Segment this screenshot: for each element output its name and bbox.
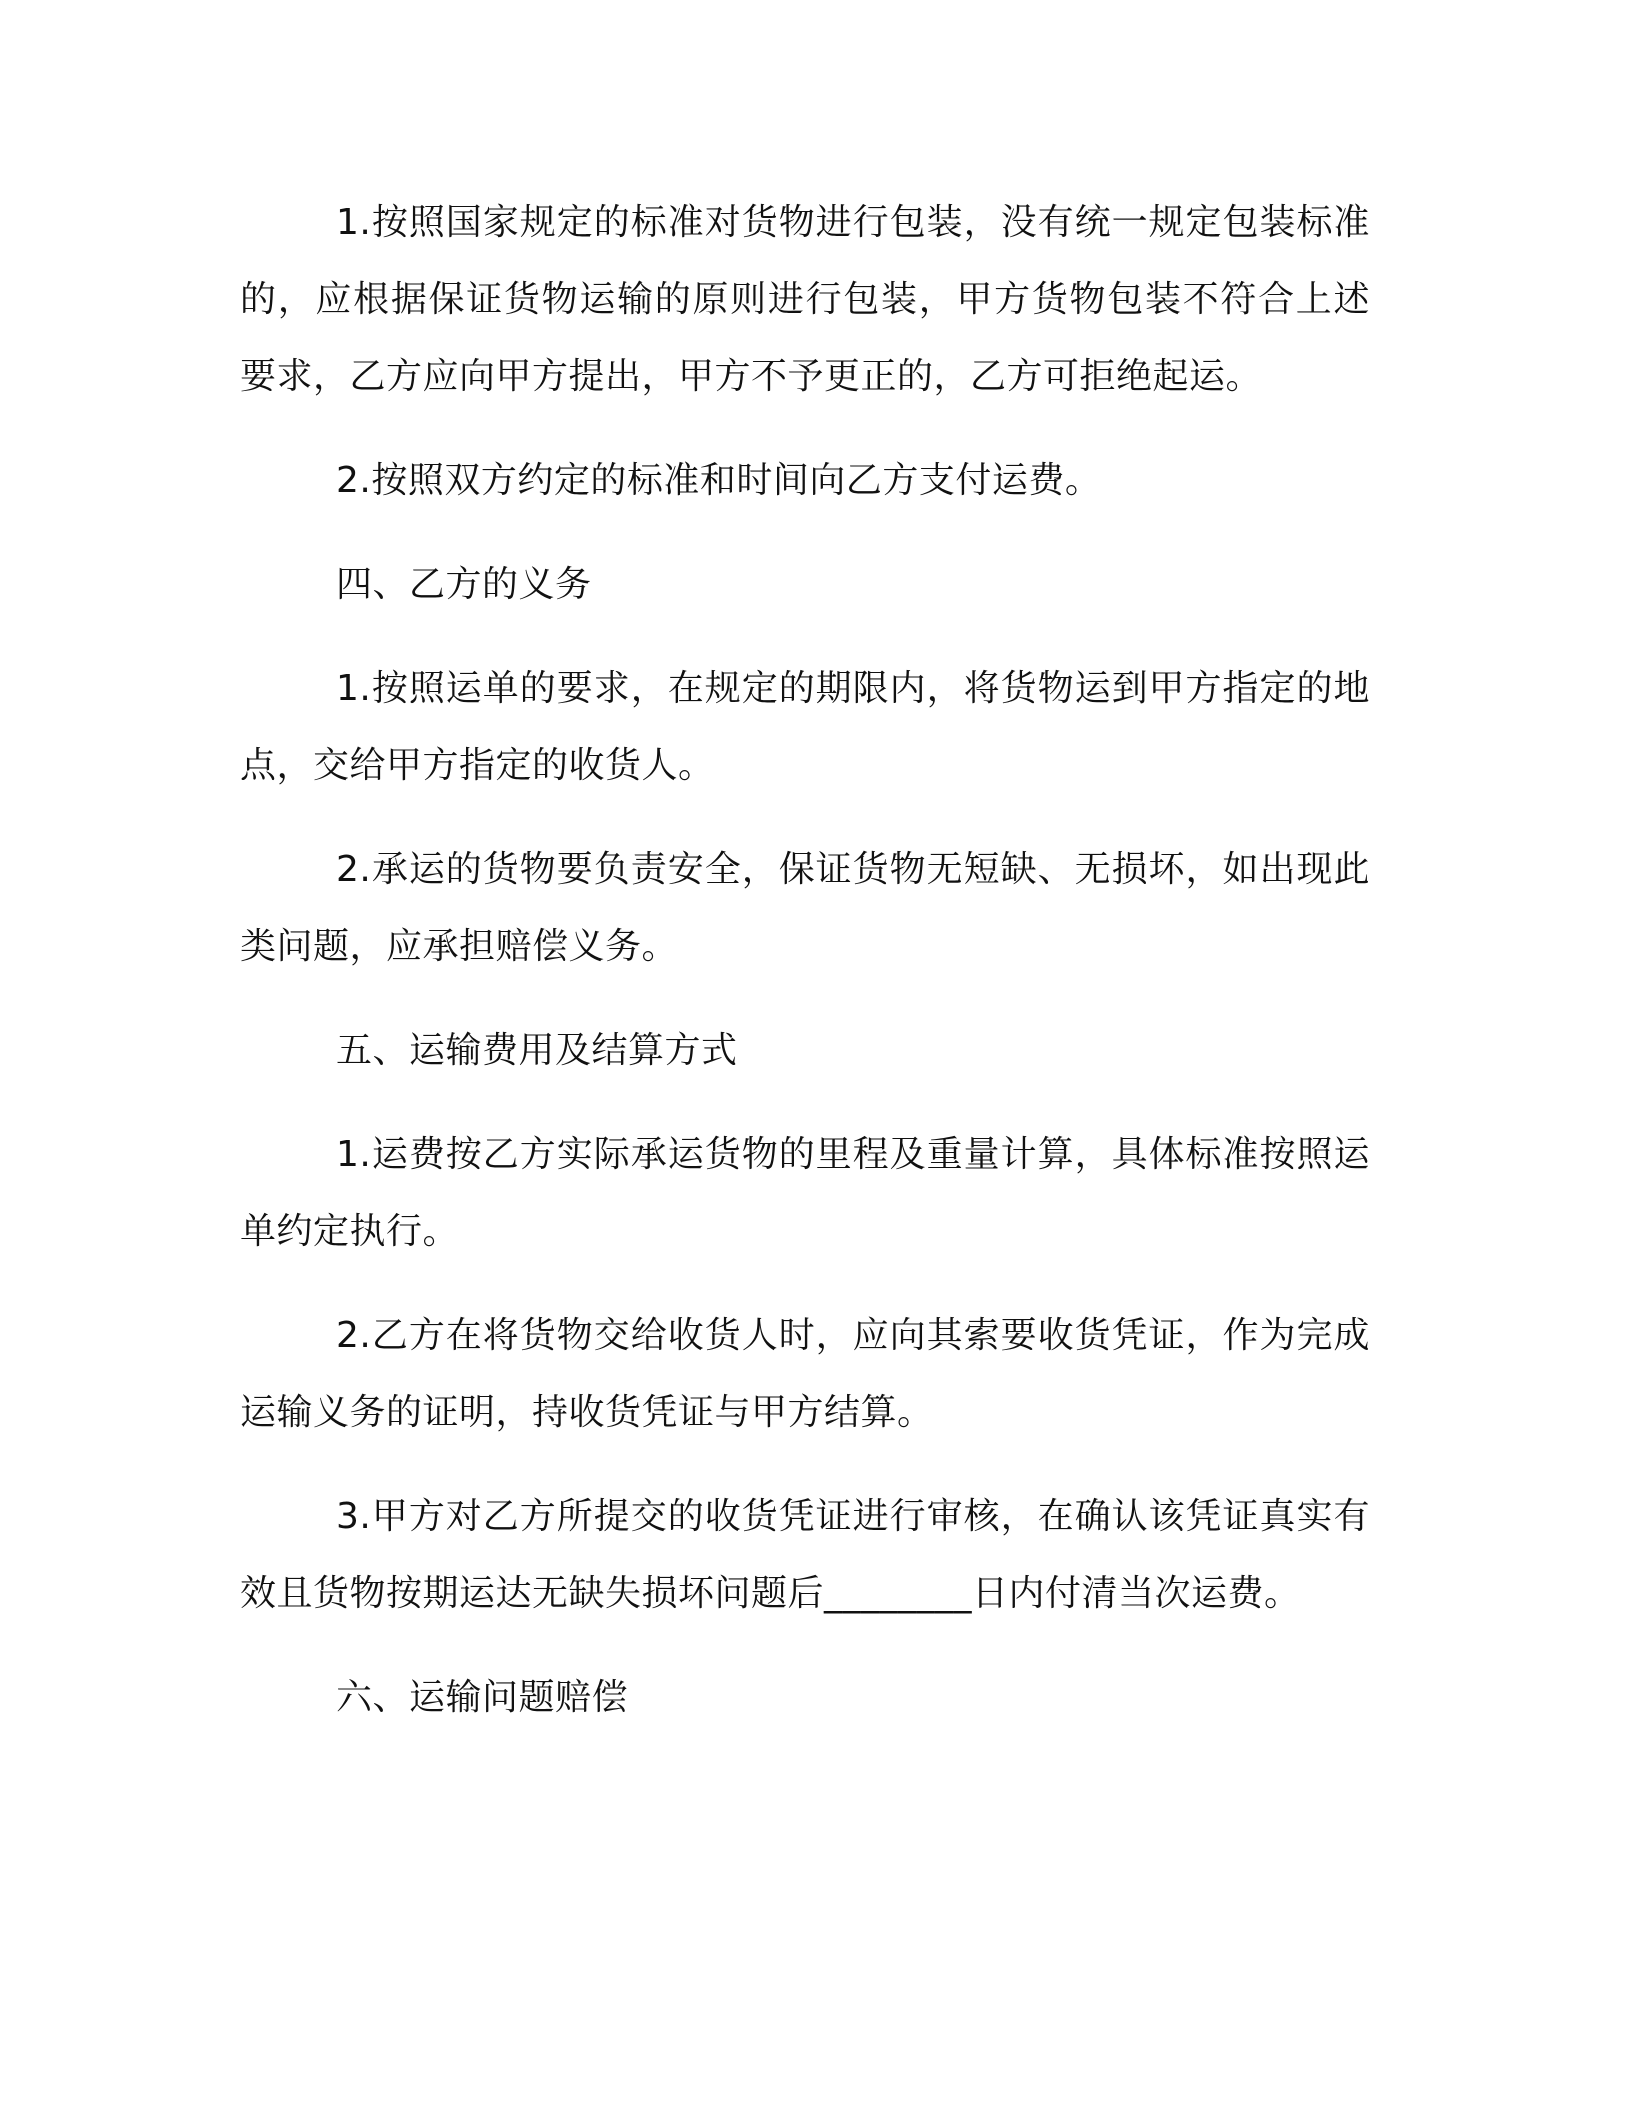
section-heading-transport-compensation: 六、运输问题赔偿 (336, 1677, 629, 1718)
paragraph-deliver-goods: 1.按照运单的要求，在规定的期限内，将货物运到甲方指定的地点，交给甲方指定的收货人。 (240, 668, 1370, 786)
paragraph-cargo-safety: 2.承运的货物要负责安全，保证货物无短缺、无损坏，如出现此类问题，应承担赔偿义务。 (240, 849, 1370, 967)
paragraph-voucher-review: 3.甲方对乙方所提交的收货凭证进行审核，在确认该凭证真实有效且货物按期运达无缺失损坏问题后________日内付清当次运费。 (240, 1496, 1370, 1614)
paragraph-freight-calculation: 1.运费按乙方实际承运货物的里程及重量计算，具体标准按照运单约定执行。 (240, 1134, 1370, 1252)
document-body (240, 184, 1370, 1763)
section-heading-party-b-obligations: 四、乙方的义务 (336, 564, 592, 605)
paragraph-receipt-voucher: 2.乙方在将货物交给收货人时，应向其索要收货凭证，作为完成运输义务的证明，持收货凭证与甲方结算。 (240, 1315, 1370, 1433)
paragraph-packaging-obligation: 1.按照国家规定的标准对货物进行包装，没有统一规定包装标准的，应根据保证货物运输的原则进行包装，甲方货物包装不符合上述要求，乙方应向甲方提出，甲方不予更正的，乙方可拒绝起运。 (240, 202, 1370, 397)
section-heading-freight-settlement: 五、运输费用及结算方式 (336, 1030, 738, 1071)
paragraph-pay-freight: 2.按照双方约定的标准和时间向乙方支付运费。 (336, 460, 1102, 501)
